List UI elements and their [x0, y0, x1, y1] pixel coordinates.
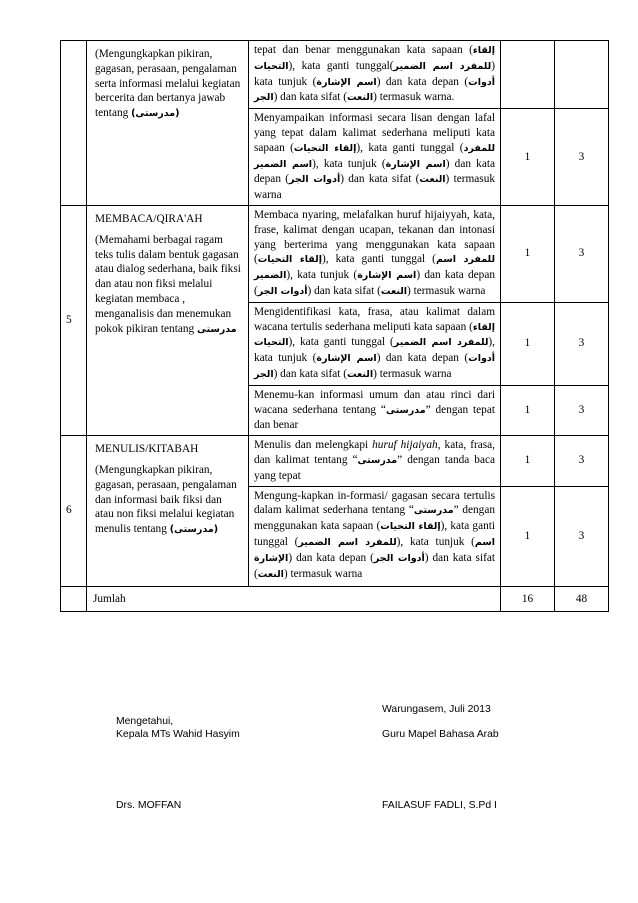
teacher-title: Guru Mapel Bahasa Arab [382, 729, 499, 740]
table-row [61, 205, 609, 302]
indicator-text: ) kata tunjuk ( [254, 59, 495, 88]
arabic-term: أدوات الجر [254, 353, 495, 380]
indicator-text: ) termasuk warna. [373, 91, 455, 104]
arabic-term: اسم الإشارة [357, 270, 417, 282]
total-row [61, 586, 609, 612]
arabic-term: إلقاء التحيات [293, 142, 357, 154]
competency-arabic: مدرستى [196, 323, 237, 335]
indicator-text: ) dan kata sifat ( [340, 173, 420, 186]
indicator-text: huruf hijaiyah [372, 439, 438, 452]
indicator-cell [249, 302, 501, 385]
total-sum: 48 [555, 586, 609, 612]
competency-cell [87, 205, 249, 435]
indicator-text: ) dan kata depan ( [376, 75, 469, 88]
arabic-term: اسم الإشارة [254, 536, 495, 564]
indicator-cell [249, 41, 501, 109]
indicator-text: ) dan kata sifat ( [254, 551, 496, 580]
indicator-score: 1 [501, 302, 555, 385]
indicator-text: tepat dan benar menggunakan kata sapaan ( [254, 44, 473, 56]
total-label: Jumlah [87, 586, 501, 612]
indicator-text: Menemu-kan informasi umum dan atau rinci dari wacana sederhana tentang “ [254, 388, 495, 416]
indicator-text: , kata, frasa, dan kalimat tentang “ [254, 439, 495, 466]
indicator-text: Menyampaikan informasi secara lisan dengan lafal yang tepat dalam kalimat sederhana meliputi kata sapaan ( [254, 112, 495, 154]
indicator-cell [249, 109, 501, 206]
competency-text: (Memahami berbagai ragam teks tulis dalam bentuk gagasan atau dialog sederhana, baik fiksi dan atau non fiksi melalui kegiatan membaca , menganalisis dan menemukan pokok pikiran tentang [95, 233, 241, 335]
indicator-text: Membaca nyaring, melafalkan huruf hijaiyyah, kata, frase, kalimat dengan ucapan, tekanan dan intonasi yang berterima yang menggunakan kata sapaan ( [254, 208, 495, 266]
indicator-total: 3 [555, 302, 609, 385]
competency-text: (Mengungkapkan pikiran, gagasan, perasaan, pengalaman dan informasi baik fiksi dan atau non fiksi melalui kegiatan menulis tentang [95, 463, 237, 536]
arabic-term: للمفرد اسم الضمير [254, 142, 496, 170]
arabic-term: مدرستى [357, 454, 398, 466]
indicator-text: ” dengan menggunakan kata sapaan ( [254, 504, 495, 533]
indicator-total: 3 [555, 385, 609, 435]
indicator-text: ), kata ganti tunggal ( [321, 253, 436, 266]
indicator-score: 1 [501, 109, 555, 206]
competency-arabic: (مدرستى) [131, 108, 180, 120]
arabic-term: النعت [419, 174, 446, 186]
arabic-term: النعت [347, 368, 374, 380]
indicator-text: Mengung-kapkan in-formasi/ gagasan secara tertulis dalam kalimat sederhana tentang “ [254, 489, 495, 517]
indicator-score: 1 [501, 205, 555, 302]
indicator-score: 1 [501, 436, 555, 486]
indicator-score: 1 [501, 486, 555, 586]
arabic-term: اسم الإشارة [316, 353, 377, 365]
row-number: 6 [61, 436, 87, 586]
headmaster-name: Drs. MOFFAN [116, 800, 182, 811]
arabic-term: التحيات [254, 60, 289, 72]
indicator-text: ), kata ganti tunggal ( [288, 336, 394, 349]
competency-heading: MEMBACA/QIRA'AH [95, 212, 203, 225]
arabic-term: اسم الإشارة [316, 76, 377, 88]
indicator-cell [249, 436, 501, 486]
indicator-text: ” dengan tanda baca yang tepat [254, 453, 495, 482]
arabic-term: للمفرد اسم الضمير [298, 536, 397, 548]
indicator-text: Mengidentifikasi kata, frasa, atau kalimat dalam wacana tertulis sederhana meliputi kata sapaan ( [254, 305, 495, 333]
acknowledged-label: Mengetahui, [116, 716, 174, 727]
indicator-text: ) dan kata depan ( [288, 551, 374, 564]
table-body [61, 41, 609, 587]
indicator-text: ” dengan tepat dan benar [254, 403, 495, 432]
indicator-text: ) termasuk warna [407, 284, 486, 297]
indicator-text: ) termasuk warna [254, 173, 495, 202]
teacher-name: FAILASUF FADLI, S.Pd I [382, 800, 497, 811]
indicator-text: ), kata ganti tunggal ( [254, 520, 496, 548]
arabic-term: أدوات الجر [373, 552, 425, 564]
indicator-text: ), kata tunjuk ( [286, 269, 358, 282]
arabic-term: للمفرد اسم الضمير [254, 254, 496, 282]
indicator-text: ) dan kata depan ( [254, 157, 495, 186]
arabic-term: إلقاء [472, 45, 495, 56]
arabic-term: النعت [257, 568, 284, 580]
total-row-blank [61, 586, 87, 612]
arabic-term: أدوات الجر [257, 285, 308, 297]
arabic-term: النعت [380, 285, 408, 297]
arabic-term: للمفرد اسم الضمير [393, 60, 492, 72]
indicator-text: ) dan kata sifat ( [273, 367, 347, 380]
indicator-total [555, 41, 609, 109]
indicator-text: ), kata tunjuk ( [312, 157, 386, 170]
arabic-term: إلقاء التحيات [254, 321, 495, 349]
indicator-text: ) termasuk warna [373, 367, 452, 380]
indicator-text: ) termasuk warna [283, 567, 363, 580]
row-number [61, 41, 87, 206]
indicator-text: ) dan kata sifat ( [273, 91, 347, 104]
indicator-total: 3 [555, 486, 609, 586]
competency-cell [87, 41, 249, 206]
indicator-cell [249, 205, 501, 302]
competency-cell [87, 436, 249, 586]
arabic-term: إلقاء التحيات [257, 254, 322, 266]
arabic-term: للمفرد اسم الضمير [393, 337, 489, 349]
arabic-term: إلقاء التحيات [380, 521, 441, 533]
indicator-cell [249, 486, 501, 586]
indicator-total: 3 [555, 436, 609, 486]
place-date: Warungasem, Juli 2013 [382, 704, 491, 715]
competency-heading: MENULIS/KITABAH [95, 443, 199, 456]
arabic-term: أدوات الجر [289, 174, 341, 186]
arabic-term: مدرستى [385, 404, 426, 416]
indicator-text: ) dan kata depan ( [376, 352, 469, 365]
indicator-text: ), kata ganti tunggal( [288, 59, 394, 72]
indicator-score: 1 [501, 385, 555, 435]
arabic-term: النعت [347, 92, 374, 104]
row-number: 5 [61, 205, 87, 435]
arabic-term: اسم الإشارة [385, 158, 446, 170]
indicator-text: Menulis dan melengkapi [254, 439, 373, 452]
indicator-text: ) dan kata sifat ( [307, 284, 381, 297]
indicator-text: ) dan kata depan ( [254, 269, 495, 297]
table-row [61, 41, 609, 109]
indicator-text: ), kata ganti tunggal ( [356, 141, 464, 154]
indicator-total: 3 [555, 109, 609, 206]
competency-arabic: (مدرستى) [169, 524, 219, 536]
headmaster-title: Kepala MTs Wahid Hasyim [116, 729, 240, 740]
competency-text: (Mengungkapkan pikiran, gagasan, perasaan, pengalaman serta informasi melalui kegiatan bercerita dan bertanya jawab tentang [95, 48, 241, 120]
total-score: 16 [501, 586, 555, 612]
arabic-term: أدوات الجر [254, 76, 495, 104]
arabic-term: مدرستى [413, 505, 454, 517]
indicator-cell [249, 385, 501, 435]
indicator-text: ), kata tunjuk ( [254, 336, 495, 365]
indicator-text: ), kata tunjuk ( [396, 535, 475, 548]
indicator-total: 3 [555, 205, 609, 302]
assessment-table [60, 40, 609, 612]
indicator-score [501, 41, 555, 109]
table-row [61, 436, 609, 486]
